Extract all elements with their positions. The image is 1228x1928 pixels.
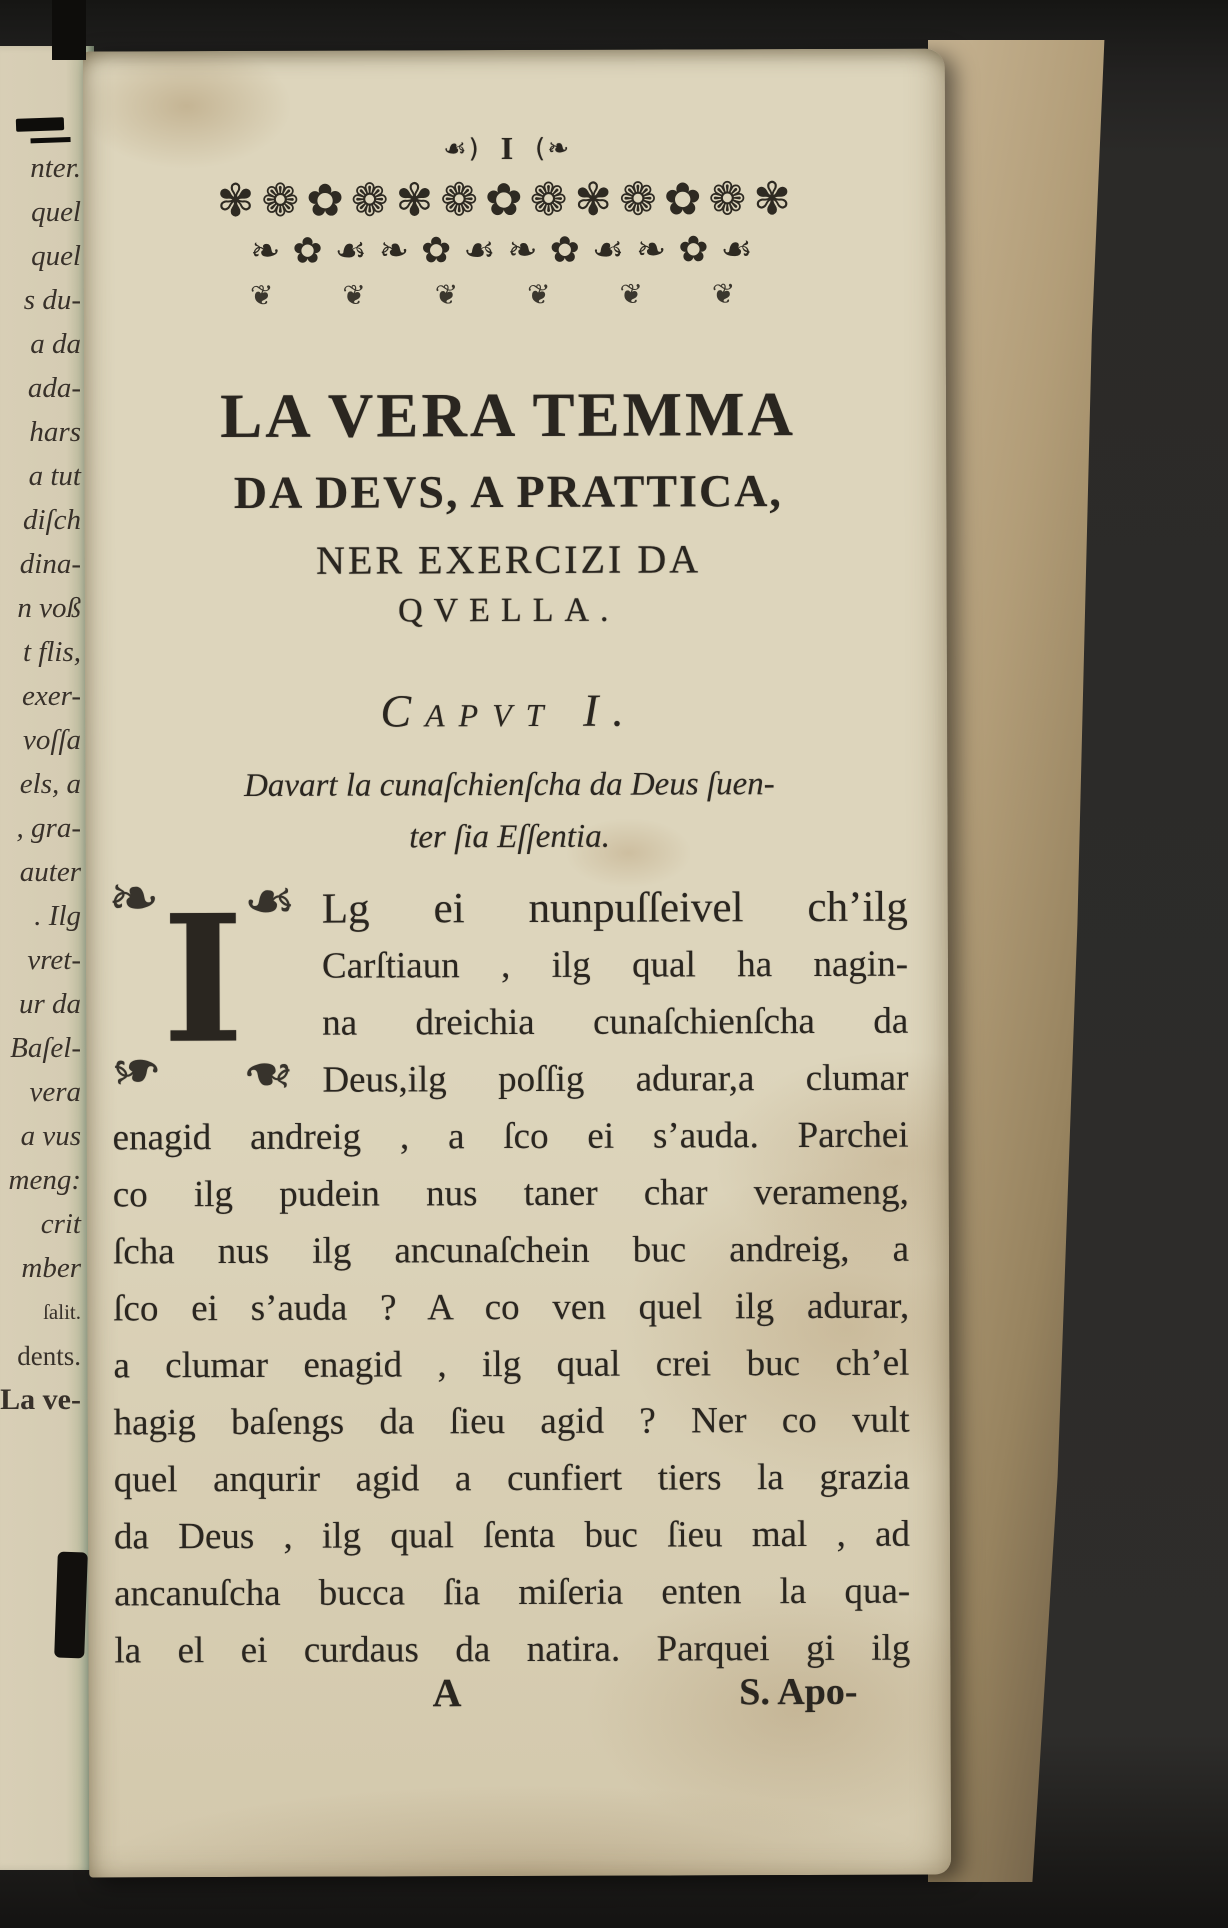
flourish-icon: ❧ <box>107 861 160 935</box>
body-paragraph <box>113 1107 911 1680</box>
clipped-line-fragment: vret- <box>27 944 81 976</box>
clipped-line-fragment: , gra- <box>16 812 81 844</box>
body-text-line: Carſtiaun , ilg qual ha nagin- <box>321 943 909 987</box>
chapter-argument <box>111 758 907 865</box>
clipped-text-column <box>0 46 94 1422</box>
body-text-line: hagig baſengs da ſieu agid ? Ner co vult <box>113 1399 910 1444</box>
right-vine-ornament-icon: (❧ <box>535 133 572 164</box>
body-text-line: ſcha nus ilg ancunaſchein buc andreig, a <box>112 1228 910 1273</box>
body-text-line: na dreichia cunaſchienſcha da <box>322 1000 909 1044</box>
page-number-header <box>109 129 905 169</box>
body-text-line: a clumar enagid , ilg qual crei buc ch’el <box>113 1342 910 1387</box>
clipped-line-fragment: s du- <box>23 284 81 316</box>
body-text-line: co ilg pudein nus taner char verameng, <box>112 1171 909 1216</box>
ornament-row: ❧✿☙❧✿☙❧✿☙❧✿☙ <box>250 229 765 272</box>
title-block <box>110 379 907 634</box>
clipped-line-fragment: vera <box>29 1076 81 1108</box>
ornament-row: ❦ ❦ ❦ ❦ ❦ ❦ <box>249 277 766 312</box>
clipped-line-fragment: a da <box>30 328 81 360</box>
title-line: QVELLA. <box>397 591 620 630</box>
clipped-line-fragment: diſch <box>23 504 81 536</box>
headpiece-ornament <box>109 171 905 318</box>
body-text-line: da Deus , ilg qual ſenta buc ſieu mal , ad <box>113 1513 911 1558</box>
body-text-line: la el ei curdaus da natira. Parquei gi ilg <box>114 1627 911 1672</box>
catchword: S. Apo- <box>739 1670 858 1714</box>
clipped-line-fragment: a tut <box>28 460 81 492</box>
title-line: LA VERA TEMMA <box>220 379 797 452</box>
clipped-line-fragment: n voß <box>17 592 81 624</box>
clipped-line-fragment: mber <box>21 1252 81 1284</box>
clipped-line-fragment: dents. <box>17 1341 81 1371</box>
book-page <box>83 49 951 1878</box>
clipped-line-fragment: Baſel- <box>10 1032 81 1064</box>
clipped-line-fragment: crit <box>40 1208 81 1240</box>
chapter-heading: Capvt I. <box>380 684 638 737</box>
clipped-line-fragment: voſſa <box>23 724 81 756</box>
book-fore-edge <box>928 40 1108 1882</box>
clipped-line-fragment: La ve- <box>0 1383 81 1416</box>
left-vine-ornament-icon: ☙) <box>443 134 481 165</box>
argument-line: ter ſia Eſſentia. <box>409 818 610 856</box>
ornament-row: ✾❁✿❁✾❁✿❁✾❁✿❁✾ <box>216 172 799 228</box>
drop-cap-initial <box>107 861 296 1111</box>
title-line: DA DEVS, A PRATTICA, <box>233 465 783 518</box>
clipped-line-fragment: ada- <box>27 372 81 404</box>
body-text-line: quel anqurir agid a cunfiert tiers la grazia <box>113 1456 910 1501</box>
clipped-print-mark <box>16 117 64 132</box>
clipped-line-fragment: . Ilg <box>34 900 81 932</box>
clipped-line-fragment: hars <box>29 416 81 448</box>
signature-row <box>114 1668 910 1721</box>
title-line: NER EXERCIZI DA <box>316 536 702 583</box>
clipped-line-fragment: ſalit. <box>43 1300 81 1324</box>
flourish-icon: ❧ <box>110 1034 163 1108</box>
clipped-line-fragment: ur da <box>18 988 81 1020</box>
flourish-icon: ❧ <box>243 864 296 938</box>
body-text-line: ſco ei s’auda ? A co ven quel ilg adurar, <box>113 1285 910 1330</box>
clipped-line-fragment: meng: <box>8 1164 81 1196</box>
clipped-line-fragment: t flis, <box>22 636 81 668</box>
body-text-line: Lg ei nunpuſſeivel ch’ilg <box>321 883 908 933</box>
binding-mark-bottom <box>54 1552 88 1659</box>
clipped-line-fragment: nter. <box>30 152 81 184</box>
binding-mark-top <box>52 0 86 60</box>
body-paragraph-indented <box>322 879 909 1109</box>
body-text-line: ancanuſcha bucca ſia miſeria enten la qua- <box>114 1570 911 1615</box>
clipped-line-fragment: els, a <box>19 768 81 800</box>
body-text-line: enagid andreig , a ſco ei s’auda. Parchei <box>112 1114 909 1159</box>
argument-line: Davart la cunaſchienſcha da Deus ſuen- <box>243 766 775 804</box>
clipped-line-fragment: exer- <box>22 680 81 712</box>
signature-mark: A <box>432 1670 462 1716</box>
body-text-line: Deus,ilg poſſig adurar,a clumar <box>322 1057 909 1101</box>
clipped-line-fragment: dina- <box>19 548 81 580</box>
initial-letter: I <box>161 877 245 1083</box>
clipped-line-fragment: quel <box>31 240 81 272</box>
clipped-line-fragment: auter <box>19 856 81 888</box>
clipped-line-fragment: quel <box>31 196 81 228</box>
page-number: I <box>500 130 516 167</box>
clipped-line-fragment: a vus <box>20 1120 81 1152</box>
flourish-icon: ❧ <box>242 1037 295 1111</box>
